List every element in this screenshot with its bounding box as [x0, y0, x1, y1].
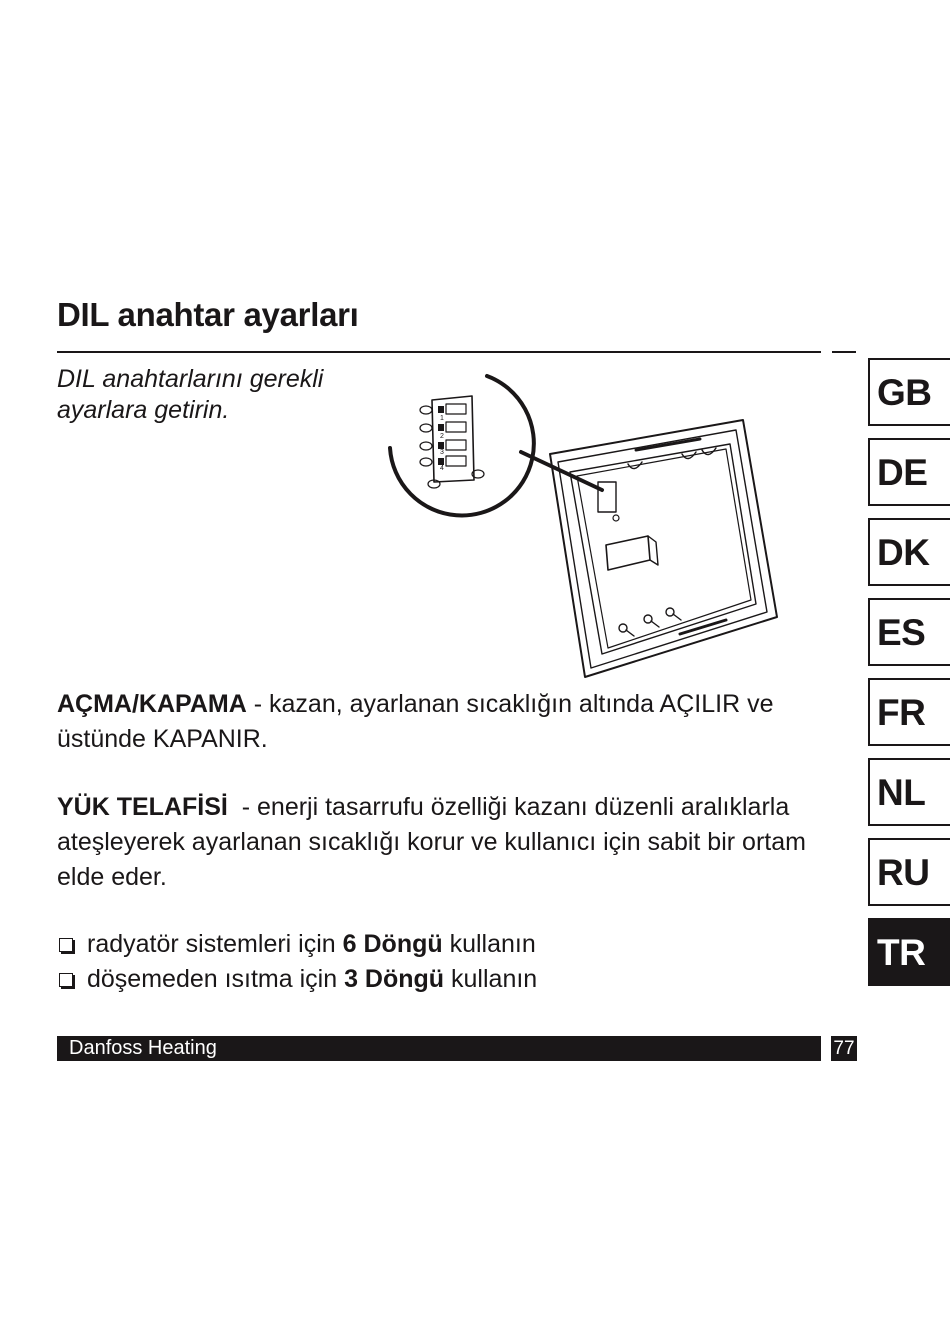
- tab-language-es[interactable]: ES: [868, 598, 950, 666]
- title-rule-short: [832, 351, 856, 353]
- switch-number-4: 4: [440, 465, 444, 472]
- dip-switch-block: [420, 396, 484, 488]
- tab-language-dk[interactable]: DK: [868, 518, 950, 586]
- tab-language-nl[interactable]: NL: [868, 758, 950, 826]
- thermostat-backplate: [550, 420, 777, 677]
- tab-language-tr[interactable]: TR: [868, 918, 950, 986]
- tab-language-fr[interactable]: FR: [868, 678, 950, 746]
- checkbox-icon: [59, 938, 73, 952]
- intro-text: DIL anahtarlarını gerekli ayarlara getirin.: [57, 365, 324, 424]
- page-title: DIL anahtar ayarları: [57, 296, 359, 333]
- load-compensation-description: [57, 790, 817, 895]
- on-off-term: AÇMA/KAPAMA: [57, 690, 247, 718]
- tab-language-de[interactable]: DE: [868, 438, 950, 506]
- cycle-bullet-list: [57, 927, 537, 997]
- switch-number-3: 3: [440, 449, 444, 456]
- tab-language-ru[interactable]: RU: [868, 838, 950, 906]
- page-number: 77: [831, 1036, 857, 1061]
- switch-number-1: 1: [440, 415, 444, 422]
- list-item: döşemeden ısıtma için 3 Döngü kullanın: [57, 962, 537, 997]
- load-compensation-term: YÜK TELAFİSİ: [57, 793, 228, 821]
- on-off-text: - kazan, ayarlanan sıcaklığın altında AÇILIR ve üstünde KAPANIR.: [57, 690, 774, 753]
- title-rule: [57, 351, 821, 353]
- thermostat-dip-switch-illustration: [380, 372, 790, 682]
- load-compensation-text: - enerji tasarrufu özelliği kazanı düzenli aralıklarla ateşleyerek ayarlanan sıcaklığı korur ve kullanıcı için sabit bir ortam elde eder.: [57, 793, 813, 891]
- tab-language-gb[interactable]: GB: [868, 358, 950, 426]
- switch-number-2: 2: [440, 433, 444, 440]
- footer-brand: Danfoss Heating: [57, 1036, 821, 1061]
- list-item: radyatör sistemleri için 6 Döngü kullanın: [57, 927, 537, 962]
- on-off-description: [57, 687, 817, 757]
- checkbox-icon: [59, 973, 73, 987]
